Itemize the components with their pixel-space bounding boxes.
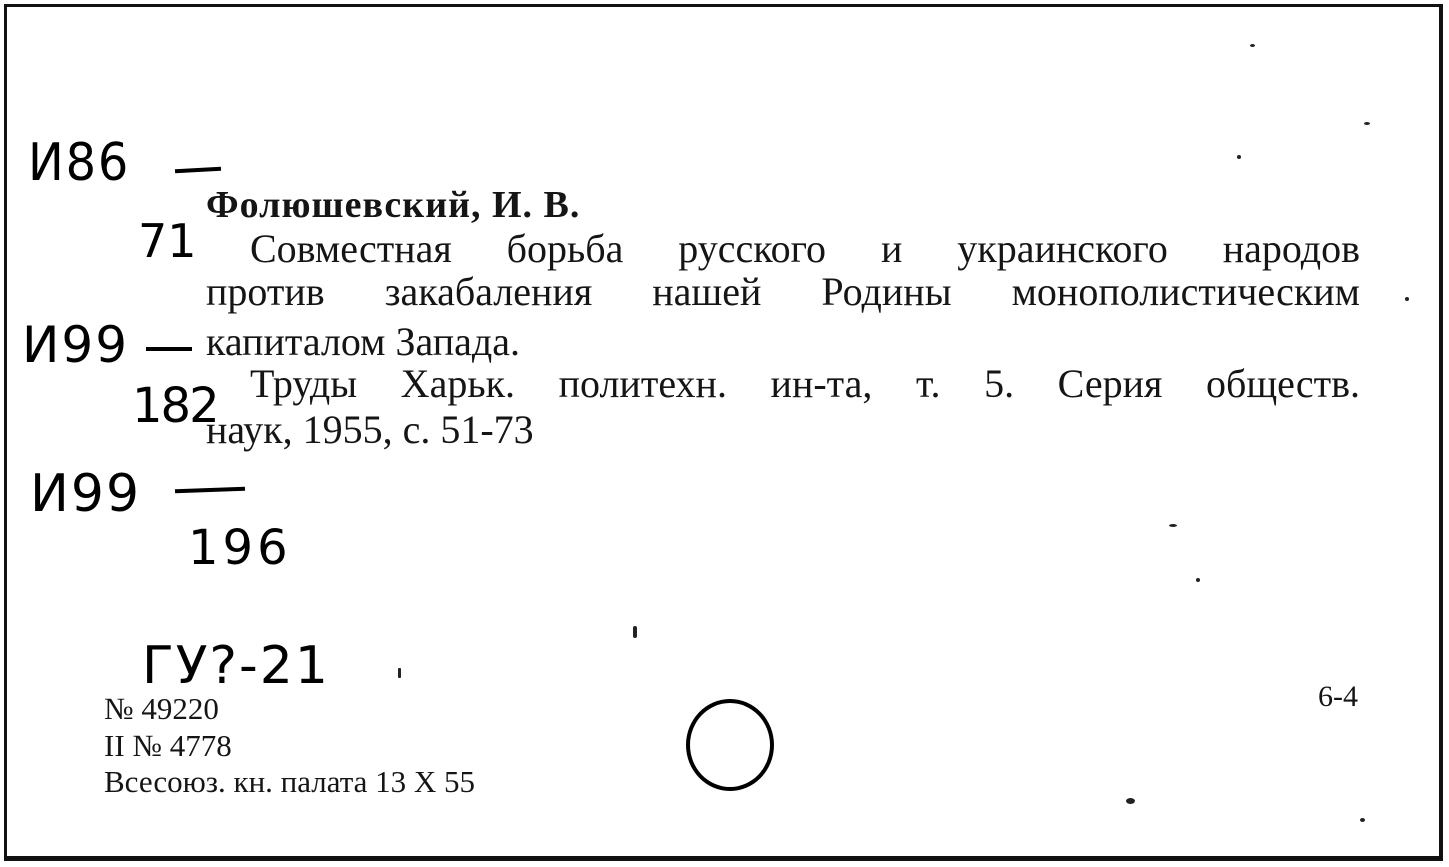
secondary-number: II № 4778 bbox=[104, 728, 232, 763]
scan-speck bbox=[398, 668, 401, 678]
scan-speck bbox=[1364, 122, 1370, 125]
handwritten-shelfmark-1-bottom: 71 bbox=[138, 214, 197, 268]
author-name: Фолюшевский, И. В. bbox=[206, 184, 581, 226]
series-line-1: Труды Харьк. политехн. ин-та, т. 5. Серия обществ. bbox=[250, 361, 1360, 406]
scan-speck bbox=[1360, 818, 1365, 822]
classification-code: 6-4 bbox=[1318, 680, 1358, 713]
handwritten-shelfmark-2-bottom: 182 bbox=[132, 378, 218, 434]
scan-speck bbox=[1405, 297, 1409, 301]
book-chamber-line: Всесоюз. кн. палата 13 X 55 bbox=[104, 764, 476, 799]
scan-speck bbox=[1196, 578, 1200, 582]
title-line-2: против закабаления нашей Родины монополистическим bbox=[206, 269, 1360, 314]
title-line-3: капиталом Запада. bbox=[206, 319, 520, 364]
series-line-2: наук, 1955, с. 51-73 bbox=[206, 407, 534, 452]
handwritten-shelfmark-3-top: И99 bbox=[30, 464, 142, 524]
handwritten-shelfmark-1-top: И86 bbox=[28, 133, 131, 193]
registration-number: № 49220 bbox=[104, 691, 219, 726]
handwritten-shelfmark-3-bottom: 196 bbox=[188, 520, 292, 576]
handwritten-dash bbox=[146, 347, 192, 351]
handwritten-stamp-code: ГУ?-21 bbox=[142, 636, 330, 696]
scan-speck bbox=[633, 626, 637, 638]
scan-speck bbox=[1126, 798, 1135, 804]
handwritten-shelfmark-2-top: И99 bbox=[22, 316, 130, 374]
scan-speck bbox=[1237, 155, 1241, 159]
punch-hole-circle bbox=[686, 699, 774, 791]
title-line-1: Совместная борьба русского и украинского народов bbox=[250, 226, 1360, 271]
scan-speck bbox=[1169, 524, 1177, 527]
scan-speck bbox=[1250, 44, 1255, 47]
